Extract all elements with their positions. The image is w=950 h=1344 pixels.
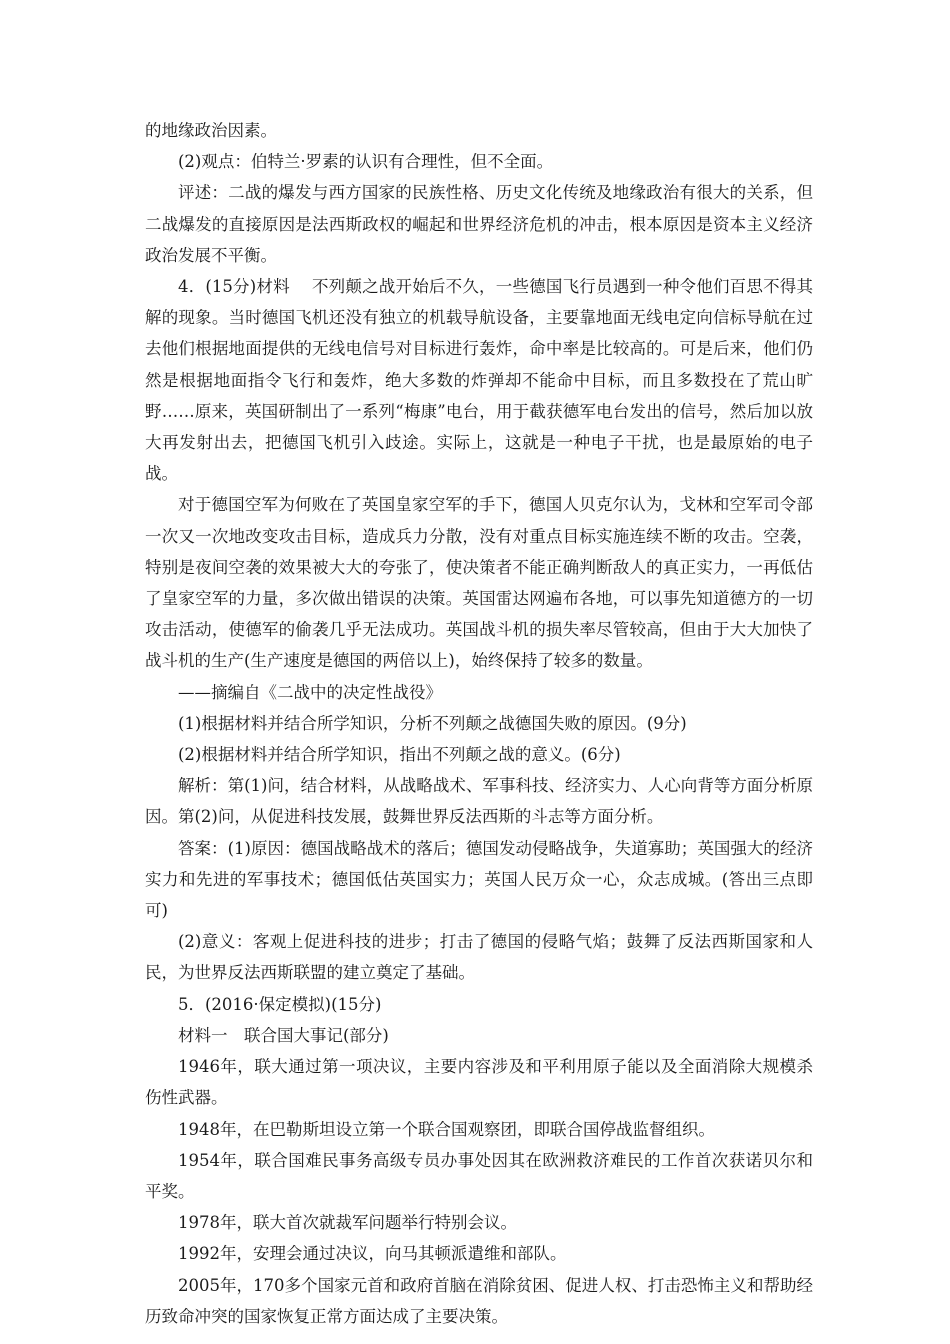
paragraph-0: 的地缘政治因素。 xyxy=(145,121,277,140)
event-1978: 1978年，联大首次就裁军问题举行特别会议。 xyxy=(178,1213,517,1233)
source-citation: ——摘编自《二战中的决定性战役》 xyxy=(178,682,442,702)
event-1992: 1992年，安理会通过决议，向马其顿派遣维和部队。 xyxy=(178,1244,567,1264)
event-1946: 1946年，联大通过第一项决议，主要内容涉及和平利用原子能以及全面消除大规模杀伤性武器。 xyxy=(145,1057,813,1108)
event-1954: 1954年，联合国难民事务高级专员办事处因其在欧洲救济难民的工作首次获诺贝尔和平奖。 xyxy=(145,1150,813,1201)
material-1-heading: 材料一 联合国大事记(部分) xyxy=(178,1025,389,1045)
document-body xyxy=(145,115,813,1332)
question-5-heading: 5．(2016·保定模拟)(15分) xyxy=(178,994,382,1014)
analysis: 解析：第(1)问，结合材料，从战略战术、军事科技、经济实力、人心向背等方面分析原因。第(2)问，从促进科技发展，鼓舞世界反法西斯的斗志等方面分析。 xyxy=(145,776,813,827)
paragraph-4: 对于德国空军为何败在了英国皇家空军的手下，德国人贝克尔认为，戈林和空军司令部一次又一次地改变攻击目标，造成兵力分散，没有对重点目标实施连续不断的攻击。空袭，特别是夜间空袭的效果被大大的夸张了，使决策者不能正确判断敌人的真正实力，一再低估了皇家空军的力量，多次做出错误的决策。英国雷达网遍布各地，可以事先知道德方的一切攻击活动，使德军的偷袭几乎无法成功。英国战斗机的损失率尽管较高，但由于大大加快了战斗机的生产(生产速度是德国的两倍以上)，始终保持了较多的数量。 xyxy=(145,495,813,671)
paragraph-2: 评述：二战的爆发与西方国家的民族性格、历史文化传统及地缘政治有很大的关系，但二战爆发的直接原因是法西斯政权的崛起和世界经济危机的冲击，根本原因是资本主义经济政治发展不平衡。 xyxy=(145,183,813,265)
question-4-material: 4．(15分)材料 不列颠之战开始后不久，一些德国飞行员遇到一种令他们百思不得其解的现象。当时德国飞机还没有独立的机载导航设备，主要靠地面无线电定向信标导航在过去他们根据地面提供的无线电信号对目标进行轰炸，命中率是比较高的。可是后来，他们仍然是根据地面指令飞行和轰炸，绝大多数的炸弹却不能命中目标，而且多数投在了荒山旷野……原来，英国研制出了一系列“梅康”电台，用于截获德军电台发出的信号，然后加以放大再发射出去，把德国飞机引入歧途。实际上，这就是一种电子干扰，也是最原始的电子战。 xyxy=(145,277,813,484)
question-4-1: (1)根据材料并结合所学知识，分析不列颠之战德国失败的原因。(9分) xyxy=(178,713,687,733)
question-4-2: (2)根据材料并结合所学知识，指出不列颠之战的意义。(6分) xyxy=(178,745,621,765)
answer-2: (2)意义：客观上促进科技的进步；打击了德国的侵略气焰；鼓舞了反法西斯国家和人民，为世界反法西斯联盟的建立奠定了基础。 xyxy=(145,932,813,983)
paragraph-1: (2)观点：伯特兰·罗素的认识有合理性，但不全面。 xyxy=(178,152,554,172)
event-2005: 2005年，170多个国家元首和政府首脑在消除贫困、促进人权、打击恐怖主义和帮助经历致命冲突的国家恢复正常方面达成了主要决策。 xyxy=(145,1275,813,1326)
answer-1: 答案：(1)原因：德国战略战术的落后；德国发动侵略战争，失道寡助；英国强大的经济实力和先进的军事技术；德国低估英国实力；英国人民万众一心，众志成城。(答出三点即可) xyxy=(145,838,813,921)
event-1948: 1948年，在巴勒斯坦设立第一个联合国观察团，即联合国停战监督组织。 xyxy=(178,1119,715,1139)
